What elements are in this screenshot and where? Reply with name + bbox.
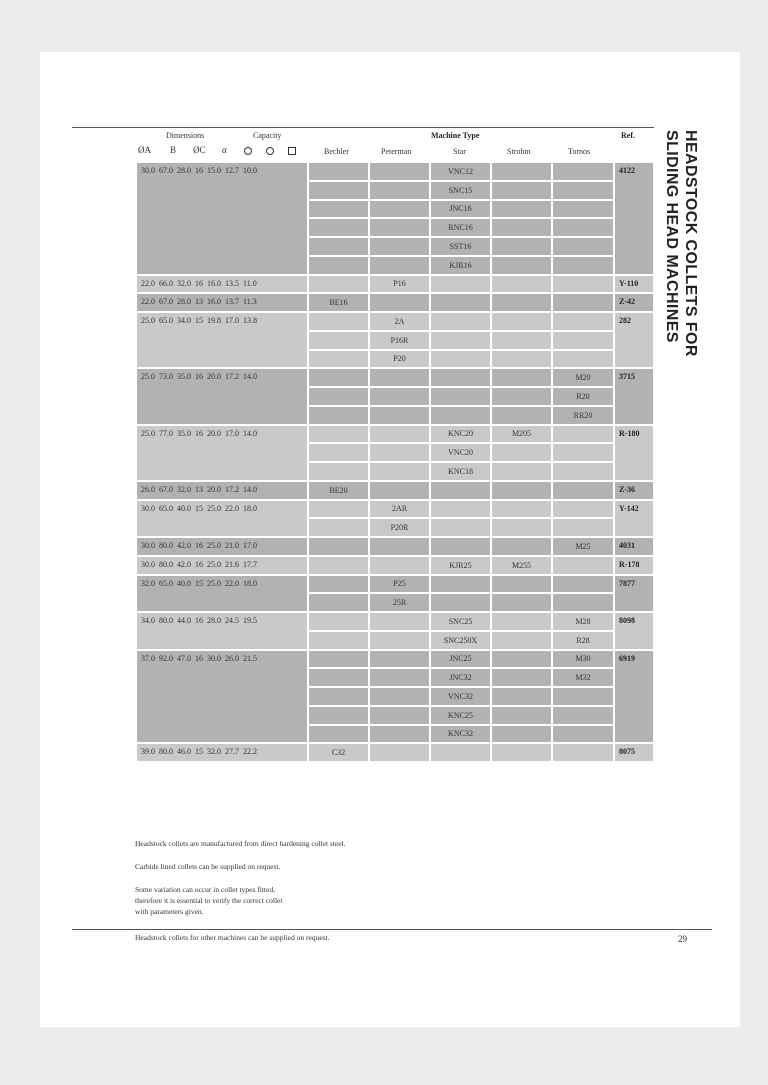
tornos-cell [552,350,614,369]
star-cell [430,481,491,500]
peterman-cell [369,256,430,275]
star-cell [430,518,491,537]
dimensions-cell: 22.0 66.0 32.0 16 16.0 13.5 11.0 [136,275,308,294]
peterman-cell [369,556,430,575]
ref-cell: Y-110 [614,275,654,294]
tornos-cell [552,706,614,725]
peterman-cell [369,631,430,650]
header-dimensions: Dimensions [166,131,205,140]
collet-group [136,312,654,368]
note-steel: Headstock collets are manufactured from direct hardening collet steel. [135,839,346,848]
round-capacity-icon [244,147,252,157]
bechler-cell [308,350,369,369]
tornos-cell [552,237,614,256]
star-cell [430,350,491,369]
ref-cell: 6919 [614,650,654,744]
star-cell [430,275,491,294]
peterman-cell [369,368,430,387]
tornos-cell [552,443,614,462]
tornos-cell [552,181,614,200]
bechler-cell: BE20 [308,481,369,500]
strohm-cell [491,725,552,744]
star-cell: KJR16 [430,256,491,275]
dimensions-cell: 39.0 80.0 46.0 15 32.0 27.7 22.2 [136,743,308,762]
header-capacity: Capacity [253,131,282,140]
collet-table [136,162,654,762]
collet-group [136,425,654,481]
peterman-cell: 2AR [369,500,430,519]
peterman-cell [369,725,430,744]
dimensions-cell: 26.0 67.0 32.0 13 20.0 17.2 14.0 [136,481,308,500]
footer-text: Headstock collets for other machines can be supplied on request. [135,933,330,942]
header-machine-type: Machine Type [431,131,480,140]
bechler-cell [308,725,369,744]
peterman-cell: P20 [369,350,430,369]
strohm-cell [491,518,552,537]
peterman-cell: P16R [369,331,430,350]
star-cell: KNC20 [430,425,491,444]
note-variation-2: therefore it is essential to verify the correct collet [135,896,283,905]
ref-cell: 7877 [614,575,654,613]
peterman-cell [369,537,430,556]
peterman-cell: 25R [369,593,430,612]
peterman-cell [369,650,430,669]
tornos-cell [552,687,614,706]
tornos-cell: M20 [552,368,614,387]
dimensions-cell: 34.0 80.0 44.0 16 28.0 24.5 19.5 [136,612,308,650]
collet-group [136,556,654,575]
tornos-cell [552,743,614,762]
peterman-cell [369,293,430,312]
strohm-cell [491,462,552,481]
ref-cell: R-178 [614,556,654,575]
tornos-cell: M25 [552,537,614,556]
bechler-cell [308,575,369,594]
tornos-cell [552,556,614,575]
ref-cell: Z-36 [614,481,654,500]
strohm-cell [491,593,552,612]
star-cell [430,406,491,425]
peterman-cell: P20R [369,518,430,537]
strohm-cell: M255 [491,556,552,575]
star-cell [430,743,491,762]
footer-rule [72,929,712,930]
strohm-cell [491,575,552,594]
collet-group [136,481,654,500]
ref-cell: 8098 [614,612,654,650]
peterman-cell [369,743,430,762]
peterman-cell: 2A [369,312,430,331]
bechler-cell [308,312,369,331]
tornos-cell [552,293,614,312]
peterman-cell [369,387,430,406]
strohm-cell [491,293,552,312]
header-col-c: ØC [193,145,206,155]
strohm-cell [491,218,552,237]
strohm-cell [491,256,552,275]
bechler-cell [308,500,369,519]
tornos-cell [552,518,614,537]
star-cell: RNC16 [430,218,491,237]
star-cell: SNC250X [430,631,491,650]
star-cell [430,331,491,350]
star-cell: VNC32 [430,687,491,706]
star-cell: SNC25 [430,612,491,631]
bechler-cell [308,331,369,350]
bechler-cell [308,181,369,200]
bechler-cell [308,556,369,575]
page-number: 29 [678,934,687,944]
dimensions-cell: 30.0 65.0 40.0 15 25.0 22.0 18.0 [136,500,308,538]
strohm-cell [491,481,552,500]
collet-group [136,612,654,650]
tornos-cell: M30 [552,650,614,669]
peterman-cell [369,443,430,462]
tornos-cell: RR20 [552,406,614,425]
strohm-cell [491,443,552,462]
tornos-cell [552,331,614,350]
bechler-cell [308,218,369,237]
tornos-cell [552,462,614,481]
star-cell [430,537,491,556]
peterman-cell [369,706,430,725]
peterman-cell [369,687,430,706]
bechler-cell [308,275,369,294]
tornos-cell [552,162,614,181]
star-cell [430,593,491,612]
collet-group [136,537,654,556]
dimensions-cell: 30.0 67.0 28.0 16 15.0 12.7 10.0 [136,162,308,275]
star-cell: VNC12 [430,162,491,181]
ref-cell: Y-142 [614,500,654,538]
bechler-cell [308,406,369,425]
strohm-cell [491,181,552,200]
tornos-cell: M28 [552,612,614,631]
peterman-cell [369,162,430,181]
tornos-cell [552,593,614,612]
title-line-2: SLIDING HEAD MACHINES [663,130,680,343]
dimensions-cell: 25.0 65.0 34.0 15 19.8 17.0 13.8 [136,312,308,368]
strohm-cell [491,612,552,631]
star-cell: KNC25 [430,706,491,725]
header-col-a: ØA [138,145,151,155]
strohm-cell [491,650,552,669]
peterman-cell [369,425,430,444]
tornos-cell [552,575,614,594]
bechler-cell [308,368,369,387]
bechler-cell [308,687,369,706]
star-cell: KJR25 [430,556,491,575]
collet-group [136,368,654,424]
star-cell: SST16 [430,237,491,256]
bechler-cell [308,631,369,650]
bechler-cell [308,387,369,406]
dimensions-cell: 22.0 67.0 28.0 13 16.0 13.7 11.3 [136,293,308,312]
bechler-cell [308,706,369,725]
tornos-cell [552,500,614,519]
collet-group [136,575,654,613]
bechler-cell [308,650,369,669]
peterman-cell: P16 [369,275,430,294]
peterman-cell [369,406,430,425]
tornos-cell [552,725,614,744]
header-col-alpha: α [222,145,227,155]
bechler-cell [308,443,369,462]
top-rule [72,127,654,128]
header-strohm: Strohm [507,147,531,156]
star-cell: SNC15 [430,181,491,200]
star-cell [430,368,491,387]
bechler-cell: C32 [308,743,369,762]
ref-cell: 3715 [614,368,654,424]
strohm-cell [491,387,552,406]
tornos-cell [552,256,614,275]
strohm-cell [491,537,552,556]
tornos-cell [552,425,614,444]
title-line-1: HEADSTOCK COLLETS FOR [682,130,699,357]
peterman-cell [369,462,430,481]
collet-group [136,650,654,744]
peterman-cell [369,668,430,687]
dimensions-cell: 37.0 92.0 47.0 16 30.0 26.0 21.5 [136,650,308,744]
bechler-cell [308,162,369,181]
bechler-cell [308,200,369,219]
star-cell: JNC25 [430,650,491,669]
bechler-cell [308,462,369,481]
peterman-cell [369,481,430,500]
collet-group [136,293,654,312]
strohm-cell [491,631,552,650]
dimensions-cell: 30.0 80.0 42.0 16 25.0 21.0 17.0 [136,537,308,556]
note-variation-3: with parameters given. [135,907,204,916]
note-variation-1: Some variation can occur in collet types fitted, [135,885,275,894]
star-cell [430,387,491,406]
peterman-cell [369,200,430,219]
star-cell [430,293,491,312]
dimensions-cell: 32.0 65.0 40.0 15 25.0 22.0 18.0 [136,575,308,613]
strohm-cell [491,743,552,762]
bechler-cell [308,593,369,612]
tornos-cell [552,200,614,219]
square-capacity-icon [288,147,296,157]
peterman-cell [369,181,430,200]
header-tornos: Tornos [568,147,591,156]
dimensions-cell: 30.0 80.0 42.0 16 25.0 21.6 17.7 [136,556,308,575]
ref-cell: 282 [614,312,654,368]
bechler-cell [308,537,369,556]
star-cell: KNC32 [430,725,491,744]
star-cell: VNC20 [430,443,491,462]
star-cell: JNC32 [430,668,491,687]
strohm-cell [491,275,552,294]
strohm-cell [491,687,552,706]
strohm-cell [491,312,552,331]
ref-cell: 4122 [614,162,654,275]
page-title [662,130,700,357]
collet-group [136,500,654,538]
tornos-cell: M32 [552,668,614,687]
bechler-cell [308,612,369,631]
tornos-cell [552,312,614,331]
header-col-b: B [170,145,177,155]
note-carbide: Carbide lined collets can be supplied on request. [135,862,281,871]
collet-group [136,743,654,762]
strohm-cell [491,200,552,219]
collet-group [136,275,654,294]
strohm-cell [491,237,552,256]
star-cell [430,575,491,594]
collet-group [136,162,654,275]
strohm-cell [491,668,552,687]
bechler-cell [308,256,369,275]
header-star: Star [453,147,466,156]
star-cell [430,500,491,519]
ref-cell: Z-42 [614,293,654,312]
peterman-cell [369,237,430,256]
strohm-cell [491,350,552,369]
tornos-cell: R20 [552,387,614,406]
dimensions-cell: 25.0 77.0 35.0 16 20.0 17.0 14.0 [136,425,308,481]
peterman-cell: P25 [369,575,430,594]
dimensions-cell: 25.0 73.0 35.0 16 20.0 17.2 14.0 [136,368,308,424]
strohm-cell: M205 [491,425,552,444]
star-cell [430,312,491,331]
ref-cell: R-180 [614,425,654,481]
bechler-cell [308,518,369,537]
tornos-cell [552,275,614,294]
tornos-cell [552,481,614,500]
peterman-cell [369,612,430,631]
strohm-cell [491,368,552,387]
bechler-cell [308,237,369,256]
bechler-cell [308,425,369,444]
header-bechler: Bechler [324,147,349,156]
star-cell: KNC18 [430,462,491,481]
tornos-cell: R28 [552,631,614,650]
hexagon-capacity-icon [266,147,274,157]
bechler-cell [308,668,369,687]
strohm-cell [491,331,552,350]
peterman-cell [369,218,430,237]
ref-cell: 8075 [614,743,654,762]
strohm-cell [491,706,552,725]
strohm-cell [491,162,552,181]
bechler-cell: BE16 [308,293,369,312]
strohm-cell [491,406,552,425]
header-peterman: Peterman [381,147,412,156]
star-cell: JNC16 [430,200,491,219]
tornos-cell [552,218,614,237]
strohm-cell [491,500,552,519]
header-ref: Ref. [621,131,635,140]
ref-cell: 4031 [614,537,654,556]
